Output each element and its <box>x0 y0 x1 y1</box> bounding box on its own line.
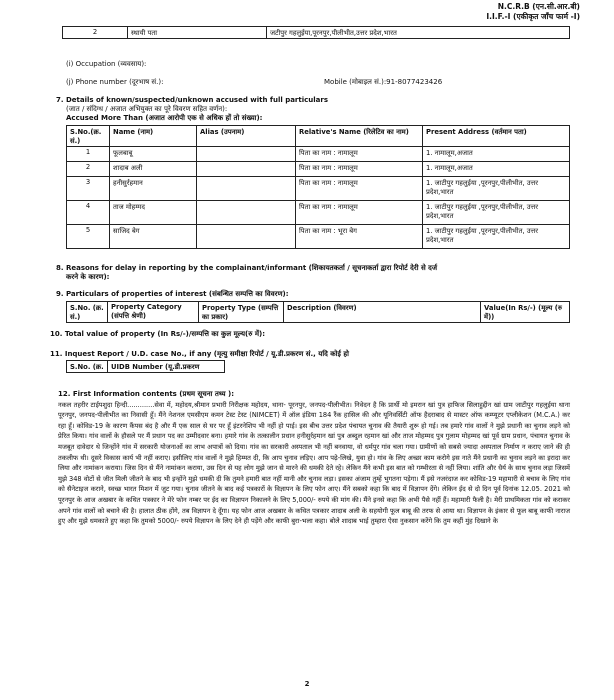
accused-more-than: Accused More Than (अजात आरोपी एक से अधिक हों तो संख्या): <box>66 114 263 122</box>
cell-alias <box>197 201 296 225</box>
table-header-row <box>67 302 570 323</box>
cell-name: साजिद बेग <box>110 225 197 249</box>
accused-table <box>66 125 570 249</box>
section-12-title: 12. First Information contents (प्रथम सूचना तथ्य ): <box>58 390 235 398</box>
section-9-title: 9. Particulars of properties of interest (संबन्धित सम्पत्ति का विवरण): <box>56 290 289 298</box>
col-name: Name (नाम) <box>110 126 197 147</box>
cell-sno: 5 <box>67 225 110 249</box>
cell-address: 1. जाटीपुर गहलुईया ,पूरनपुर,पीलीभीत, उत्तर प्रदेश,भारत <box>423 225 570 249</box>
cell-sno: 2 <box>67 162 110 177</box>
phone-label: (j) Phone number (दूरभाष सं.): <box>66 78 164 86</box>
cell-relative: पिता का नाम : नामालूम <box>296 147 423 162</box>
cell-address: 1. नामालूम,अजात <box>423 162 570 177</box>
cell-alias <box>197 162 296 177</box>
section-7-subtitle: (जात / संदिग्ध / अजात अभियुक्त का पूरे विवरण सहित वर्णन): <box>66 105 228 113</box>
cell-sno: 4 <box>67 201 110 225</box>
cell-address: 1. जाटीपुर गहलुईया ,पूरनपुर,पीलीभीत, उत्तर प्रदेश,भारत <box>423 201 570 225</box>
col-description: Description (विवरण) <box>284 302 481 323</box>
property-table <box>66 301 570 323</box>
inquest-table <box>66 360 225 373</box>
section-8-title-cont: करने के कारण): <box>66 273 110 281</box>
cell-relative: पिता का नाम : भूरा बेग <box>296 225 423 249</box>
header-iif: I.I.F.-I (एकीकृत जाँच फार्म -I) <box>486 12 580 21</box>
section-7-title: 7. Details of known/suspected/unknown accused with full particulars <box>56 96 329 104</box>
col-sno: S.No. (क्र. सं.) <box>67 302 108 323</box>
section-11-title: 11. Inquest Report / U.D. case No., if any (मृत्यु समीक्षा रिपोर्ट / यू.डी.प्रकरण सं., यदि कोई हो <box>50 350 349 358</box>
col-uidb: UIDB Number (यू.डी.प्रकरण <box>108 361 225 373</box>
col-alias: Alias (उपनाम) <box>197 126 296 147</box>
mobile-number: Mobile (मोबाइल सं.):91-8077423426 <box>324 78 443 86</box>
table-row <box>67 225 570 249</box>
section-8-title: 8. Reasons for delay in reporting by the complainant/informant (शिकायतकर्ता / सूचनाकर्ता द्वारा रिपोर्ट देरी से दर्ज <box>56 264 438 272</box>
col-address: Present Address (वर्तमान पता) <box>423 126 570 147</box>
first-information-body: नकल तहरीर टाईपशुदा हिन्दी.............सेवा में, महोदय,श्रीमान प्रभारी निरीक्षक महोदय, थाना- पूरनपुर, जनपद-पीलीभीत। निवेदन है कि प्रार्थी मो इमरान खां पुत्र हाफिज सिलाहुद्दीन खां ग्राम जाटीपुर गहलुईया थाना पूरनपुर, जनपद-पीलीभीत का निवासी हूँ। मैंने नेशनल एमसीएम कमन टेस्ट टेस्ट (NIMCET) में ऑल इंडिया 184 रैंक हासिल की और यूनिवर्सिटी ऑफ हैदराबाद से मास्टर ऑफ कम्प्यूटर एप्लीकेशन (M.C.A.) कर रहा हूँ। कोविड-19 के कारण कैंपस बंद है और मैं एक साल से घर पर हूँ इंटरनेशिप भी नहीं हो पाई। इस बीच उत्तर प्रदेश पंचायत चुनाव की तैयारी शुरू हो गई। तब हमारे गांव वालों ने मुझे प्रधानी का चुनाव लड़ने को प्रेरित किया। गांव वालों के हौसले पर मैं प्रधान पद का उम्मीदवार बना। हमारे गांव के तत्कालीन प्रधान हनीसुर्रहमान खां पुत्र अब्दुल रहमान खां और ताज मोहम्मद पुत्र गुलाम मोहम्मद खां पूर्व ग्राम प्रधान, पंचायत चुनाव के मजबूत दावेदार थे जिन्होंने गांव में सरकारी योजनाओं का लाभ अपात्रों को दिया। गांव का सरकारी अस्पताल भी नहीं बनवाया, वो धर्मपुर गांव चला गया। ग्रामीणों को सबसे ज्यादा अस्पताल निर्माण न कराए जाने की ही तकलीफ थी। दूसरे विकास कार्य भी नहीं कराए। इसीलिए गांव वालों ने मुझे हिम्मत दी, कि आप चुनाव लड़िए। आप पढ़े-लिखे, युवा हो। गांव के लिए अच्छा काम करोगे इस नाते मैंने प्रधानी का चुनाव लड़ने का इरादा कर लिया और नामांकन कराया। जिस दिन से मैंने नामांकन कराया, उस दिन से यह लोग मुझे जान से मारने की धमकी देते रहे। लेकिन मैंने कभी इस बात को गम्भीरता से नहीं लिया। शांति और धैर्य के साथ चुनाव लड़ा जिसमें मुझे 348 वोटों से जीत मिली जीतने के बाद भी इन्होंने मुझे धमकी दी कि तुमने हमारी बात नहीं मानी और चुनाव लड़ा। इसका अंजाम तुम्हें भुगतना पड़ेगा। मैं इसे नजरंदाज कर कोविड-19 महामारी से बचाव के लिए गांव को सैनेटाइज कराने, स्वच्छ भारत मिशन में जुट गया। चुनाव जीतने के बाद कई पत्रकारों के विज्ञापन के लिए फोन आए। मैंने सबको कहा कि बाद में विज्ञापन देंगे। लेकिन ईद से दो दिन पूर्व दिनांक 12.05. 2021 को पूरनपुर के आज अखबार के कथित पत्रकार ने मेरे फोन नम्बर पर ईद का विज्ञापन निकालने के लिए 5,000/- रुपये की मांग की। मैंने इनसे कहा कि अभी पैसे नहीं हैं। महामारी फैली है। मेरी प्राथमिकता गांव को कराकर अपने गांव वालों को बचाने की है। हालात ठीक होंगे, तब विज्ञापन दे दूँगा। यह फोन आज अखबार के कथित पत्रकार शादाब अली के सहयोगी फूल बाबू की तरफ से आया था। विज्ञापन के इंकार से फूल बाबू काफी नाराज हुए और मुझे धमकाते हुए कहा कि तुमको 5000/- रुपये विज्ञापन के लिए देने ही पड़ेंगे और काफी बुरा-भला कहा। बोले शादाब भाई तुम्हारा ऐसा नुकसान करेंगे कि तुम कहीं मुंह दिखाने के <box>58 400 570 526</box>
address-table <box>62 26 570 39</box>
table-header-row <box>67 361 225 373</box>
table-row <box>63 27 570 39</box>
cell-address: 1. जाटीपुर गहलुईया ,पूरनपुर,पीलीभीत, उत्तर प्रदेश,भारत <box>423 177 570 201</box>
header-ncrb: N.C.R.B (एन.सी.आर.बी) <box>497 2 580 11</box>
cell-name: शादाब अली <box>110 162 197 177</box>
first-information-section <box>58 389 570 527</box>
address-value: जटीपुर गहलुईया,पूरनपुर,पीलीभीत,उत्तर प्रदेश,भारत <box>267 27 570 39</box>
col-sno: S.No. (क्र. <box>67 361 108 373</box>
page-number: 2 <box>304 680 310 688</box>
cell-relative: पिता का नाम : नामालूम <box>296 201 423 225</box>
cell-relative: पिता का नाम : नामालूम <box>296 162 423 177</box>
col-property-type: Property Type (सम्पत्ति का प्रकार) <box>199 302 284 323</box>
address-sno: 2 <box>63 27 128 39</box>
col-sno: S.No.(क्र. सं.) <box>67 126 110 147</box>
cell-alias <box>197 177 296 201</box>
cell-address: 1. नामालूम,अजात <box>423 147 570 162</box>
form-header <box>486 2 580 22</box>
col-property-category: Property Category (संपत्ति श्रेणी) <box>108 302 199 323</box>
cell-sno: 3 <box>67 177 110 201</box>
cell-alias <box>197 225 296 249</box>
occupation-label: (i) Occupation (व्यवसाय): <box>66 60 147 68</box>
section-10-title: 10. Total value of property (In Rs/-)/सम्पत्ति का कुल मूल्य(रु में): <box>50 330 266 338</box>
table-header-row <box>67 126 570 147</box>
table-row <box>67 201 570 225</box>
cell-name: ताज मोहम्मद <box>110 201 197 225</box>
col-value: Value(In Rs/-) (मूल्य (रु में)) <box>481 302 570 323</box>
cell-name: फूलबाबू <box>110 147 197 162</box>
col-relative: Relative's Name (रिलेटिव का नाम) <box>296 126 423 147</box>
table-row <box>67 147 570 162</box>
cell-name: हनीसुर्रहमान <box>110 177 197 201</box>
cell-sno: 1 <box>67 147 110 162</box>
table-row <box>67 177 570 201</box>
table-row <box>67 162 570 177</box>
cell-alias <box>197 147 296 162</box>
address-type: स्थायी पता <box>128 27 267 39</box>
cell-relative: पिता का नाम : नामालूम <box>296 177 423 201</box>
